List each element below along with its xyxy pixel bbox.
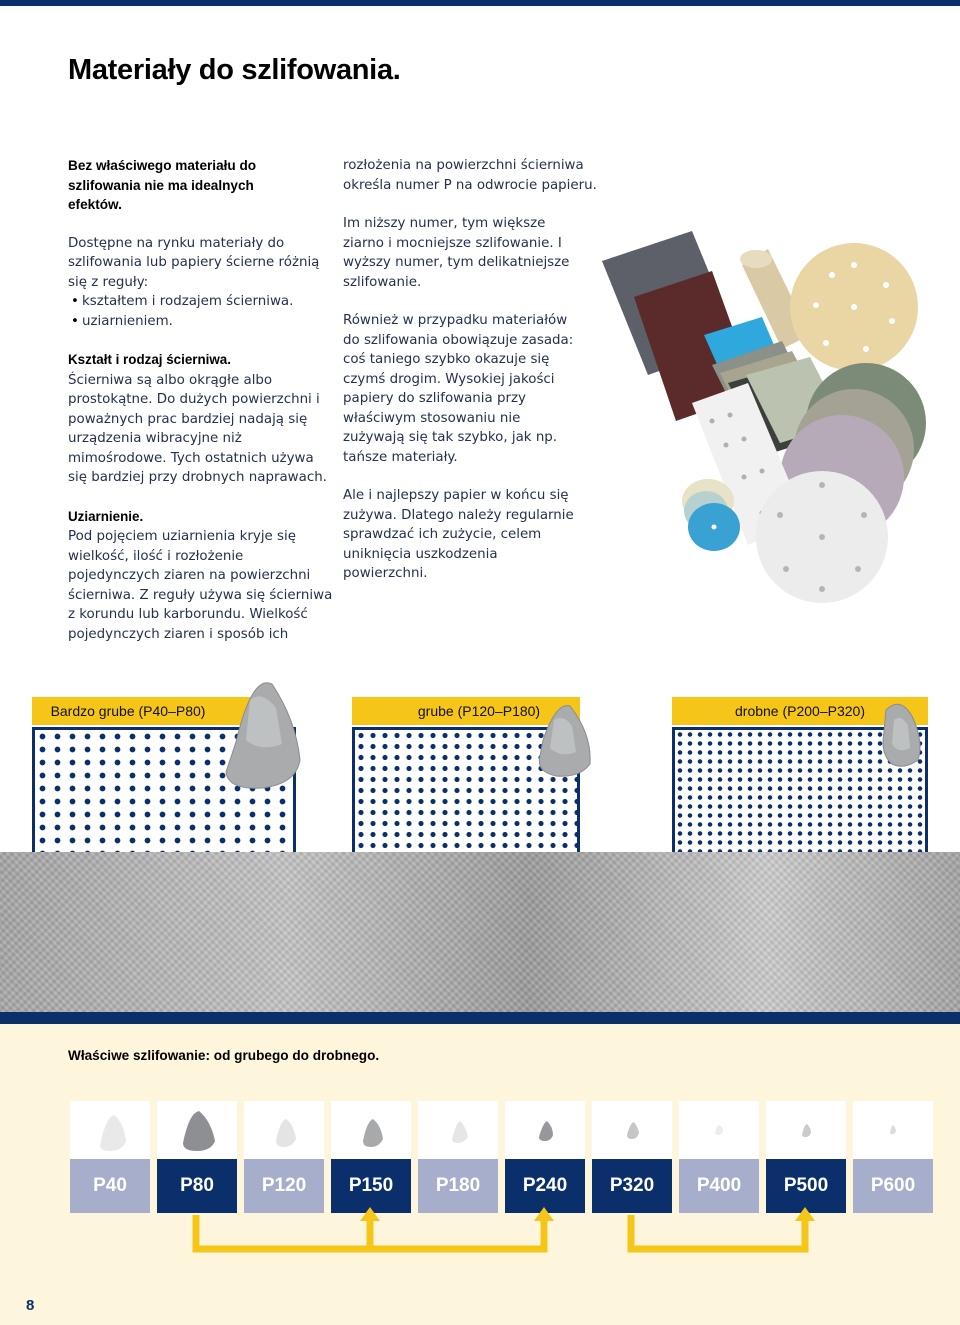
grain-icon — [766, 1101, 846, 1159]
paragraph: Również w przypadku materiałów do szlifowania obowiązuje zasada: coś taniego szybko okazuje się czymś drogim. Wysokiej jakości papiery do szlifowania przy właściwym stosowaniu nie zużywają się tak szybko, jak np. tańsze materiały. — [343, 313, 574, 465]
grain-icon — [853, 1101, 933, 1159]
grain-icon — [244, 1101, 324, 1159]
arrow-p320-p500 — [631, 1215, 805, 1249]
grain-icon — [679, 1101, 759, 1159]
grain-icon — [157, 1101, 237, 1159]
grit-label-text: drobne (P200–P320) — [735, 703, 865, 719]
grain-icon — [70, 1101, 150, 1159]
grade-label: P500 — [766, 1159, 846, 1213]
section-heading: Kształt i rodzaj ścierniwa. — [68, 352, 231, 367]
grade-label: P150 — [331, 1159, 411, 1213]
grade-label: P80 — [157, 1159, 237, 1213]
section-shape — [68, 350, 333, 488]
paragraph: Ale i najlepszy papier w końcu się zużywa. Dlatego należy regularnie sprawdzać ich zużycie, celem uniknięcia uszkodzenia powierzchni. — [343, 488, 574, 581]
top-bar — [0, 0, 960, 6]
page-number: 8 — [26, 1297, 35, 1314]
lead-text: Bez właściwego materiału do szlifowania nie ma idealnych efektów. — [68, 158, 257, 212]
grade-label: P400 — [679, 1159, 759, 1213]
grain-icon — [331, 1101, 411, 1159]
grade-label: P240 — [505, 1159, 585, 1213]
progression-arrows — [0, 1195, 960, 1265]
bullet-item: • uziarnieniem. — [68, 312, 333, 332]
grain-icon — [505, 1101, 585, 1159]
bullet-list — [68, 292, 333, 331]
grade-label: P600 — [853, 1159, 933, 1213]
grade-label: P180 — [418, 1159, 498, 1213]
metal-surface-texture — [0, 852, 960, 1024]
divider-bar — [0, 1012, 960, 1024]
grain-stones — [0, 660, 960, 800]
intro-text: Dostępne na rynku materiały do szlifowania lub papiery ścierne różnią się z reguły: — [68, 235, 320, 290]
right-column — [343, 156, 598, 603]
grit-label-text: grube (P120–P180) — [417, 703, 541, 719]
sanding-products-image — [596, 225, 926, 635]
grade-label: P120 — [244, 1159, 324, 1213]
grade-label: P320 — [592, 1159, 672, 1213]
section-grain — [68, 507, 333, 645]
page-title: Materiały do szlifowania. — [68, 54, 401, 86]
sequence-title: Właściwe szlifowanie: od grubego do drobnego. — [68, 1048, 380, 1063]
arrowhead-p240 — [534, 1207, 554, 1221]
grain-icon — [592, 1101, 672, 1159]
arrowhead-p150 — [360, 1207, 380, 1221]
arrowhead-p500 — [795, 1207, 815, 1221]
paragraph: rozłożenia na powierzchni ścierniwa określa numer P na odwrocie papieru. — [343, 158, 597, 193]
grit-label-text: Bardzo grube (P40–P80) — [50, 703, 206, 719]
section-heading: Uziarnienie. — [68, 508, 144, 524]
section-text: Pod pojęciem uziarnienia kryje się wielkość, ilość i rozłożenie pojedynczych ziaren na powierzchni ścierniwa. Z reguły używa się ścierniwa z korundu lub karborundu. Wielkość pojedynczych ziaren i sposób ich — [68, 529, 333, 642]
left-column — [68, 156, 333, 663]
grade-label: P40 — [70, 1159, 150, 1213]
bullet-item: • kształtem i rodzajem ścierniwa. — [68, 292, 333, 312]
arrow-p150-p240 — [370, 1219, 544, 1249]
grain-icon — [418, 1101, 498, 1159]
section-text: Ścierniwa są albo okrągłe albo prostokątne. Do dużych powierzchni i poważnych prac bardziej nadają się urządzenia wibracyjne niż mimośrodowe. Tych ostatnich używa się bardziej przy drobnych naprawach. — [68, 372, 327, 485]
paragraph: Im niższy numer, tym większe ziarno i mocniejsze szlifowanie. I wyższy numer, tym delikatniejsze szlifowanie. — [343, 216, 570, 290]
arrow-p80-p150 — [196, 1215, 370, 1249]
